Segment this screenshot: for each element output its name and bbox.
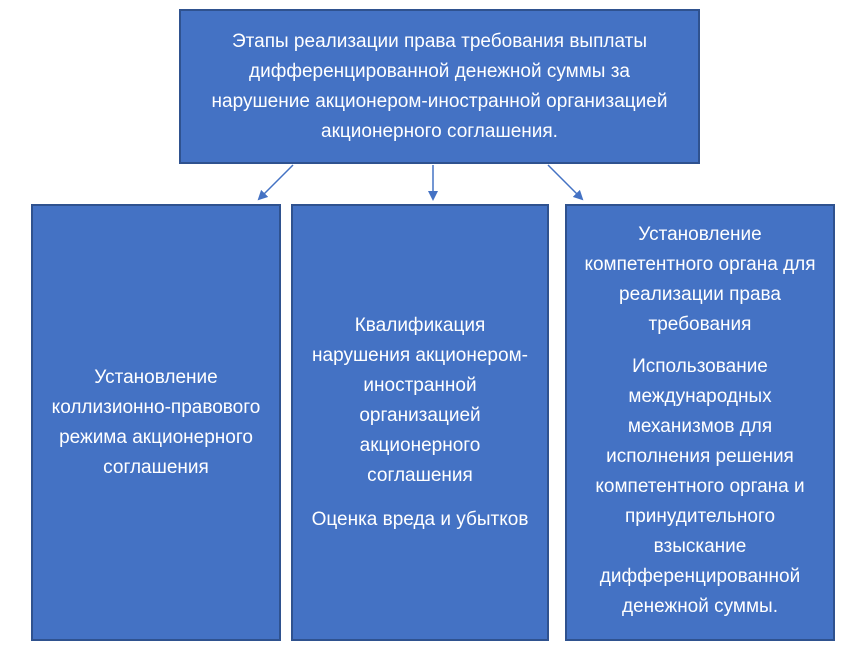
stage-box-1	[31, 204, 281, 641]
arrow-to-stage-3	[548, 165, 582, 199]
arrow-to-stage-1	[259, 165, 293, 199]
stage-box-2	[291, 204, 549, 641]
stage-1-text: Установление коллизионно-правового режима акционерного соглашения	[51, 366, 261, 478]
stage-2-text: Квалификация нарушения акционером-иностранной организацией акционерного соглашения	[312, 314, 528, 486]
diagram-title: Этапы реализации права требования выплаты дифференцированной денежной суммы за нарушение акционером-иностранной организацией акционерного соглашения.	[211, 30, 668, 142]
stage-box-3	[565, 204, 835, 641]
stage-2-subtext: Оценка вреда и убытков	[311, 508, 529, 530]
stage-3-subtext: Использование международных механизмов для исполнения решения компетентного органа и принудительного взыскание дифференцированной денежной суммы.	[595, 356, 805, 617]
stage-3-text: Установление компетентного органа для реализации права требования	[584, 224, 816, 335]
title-box	[179, 9, 700, 164]
